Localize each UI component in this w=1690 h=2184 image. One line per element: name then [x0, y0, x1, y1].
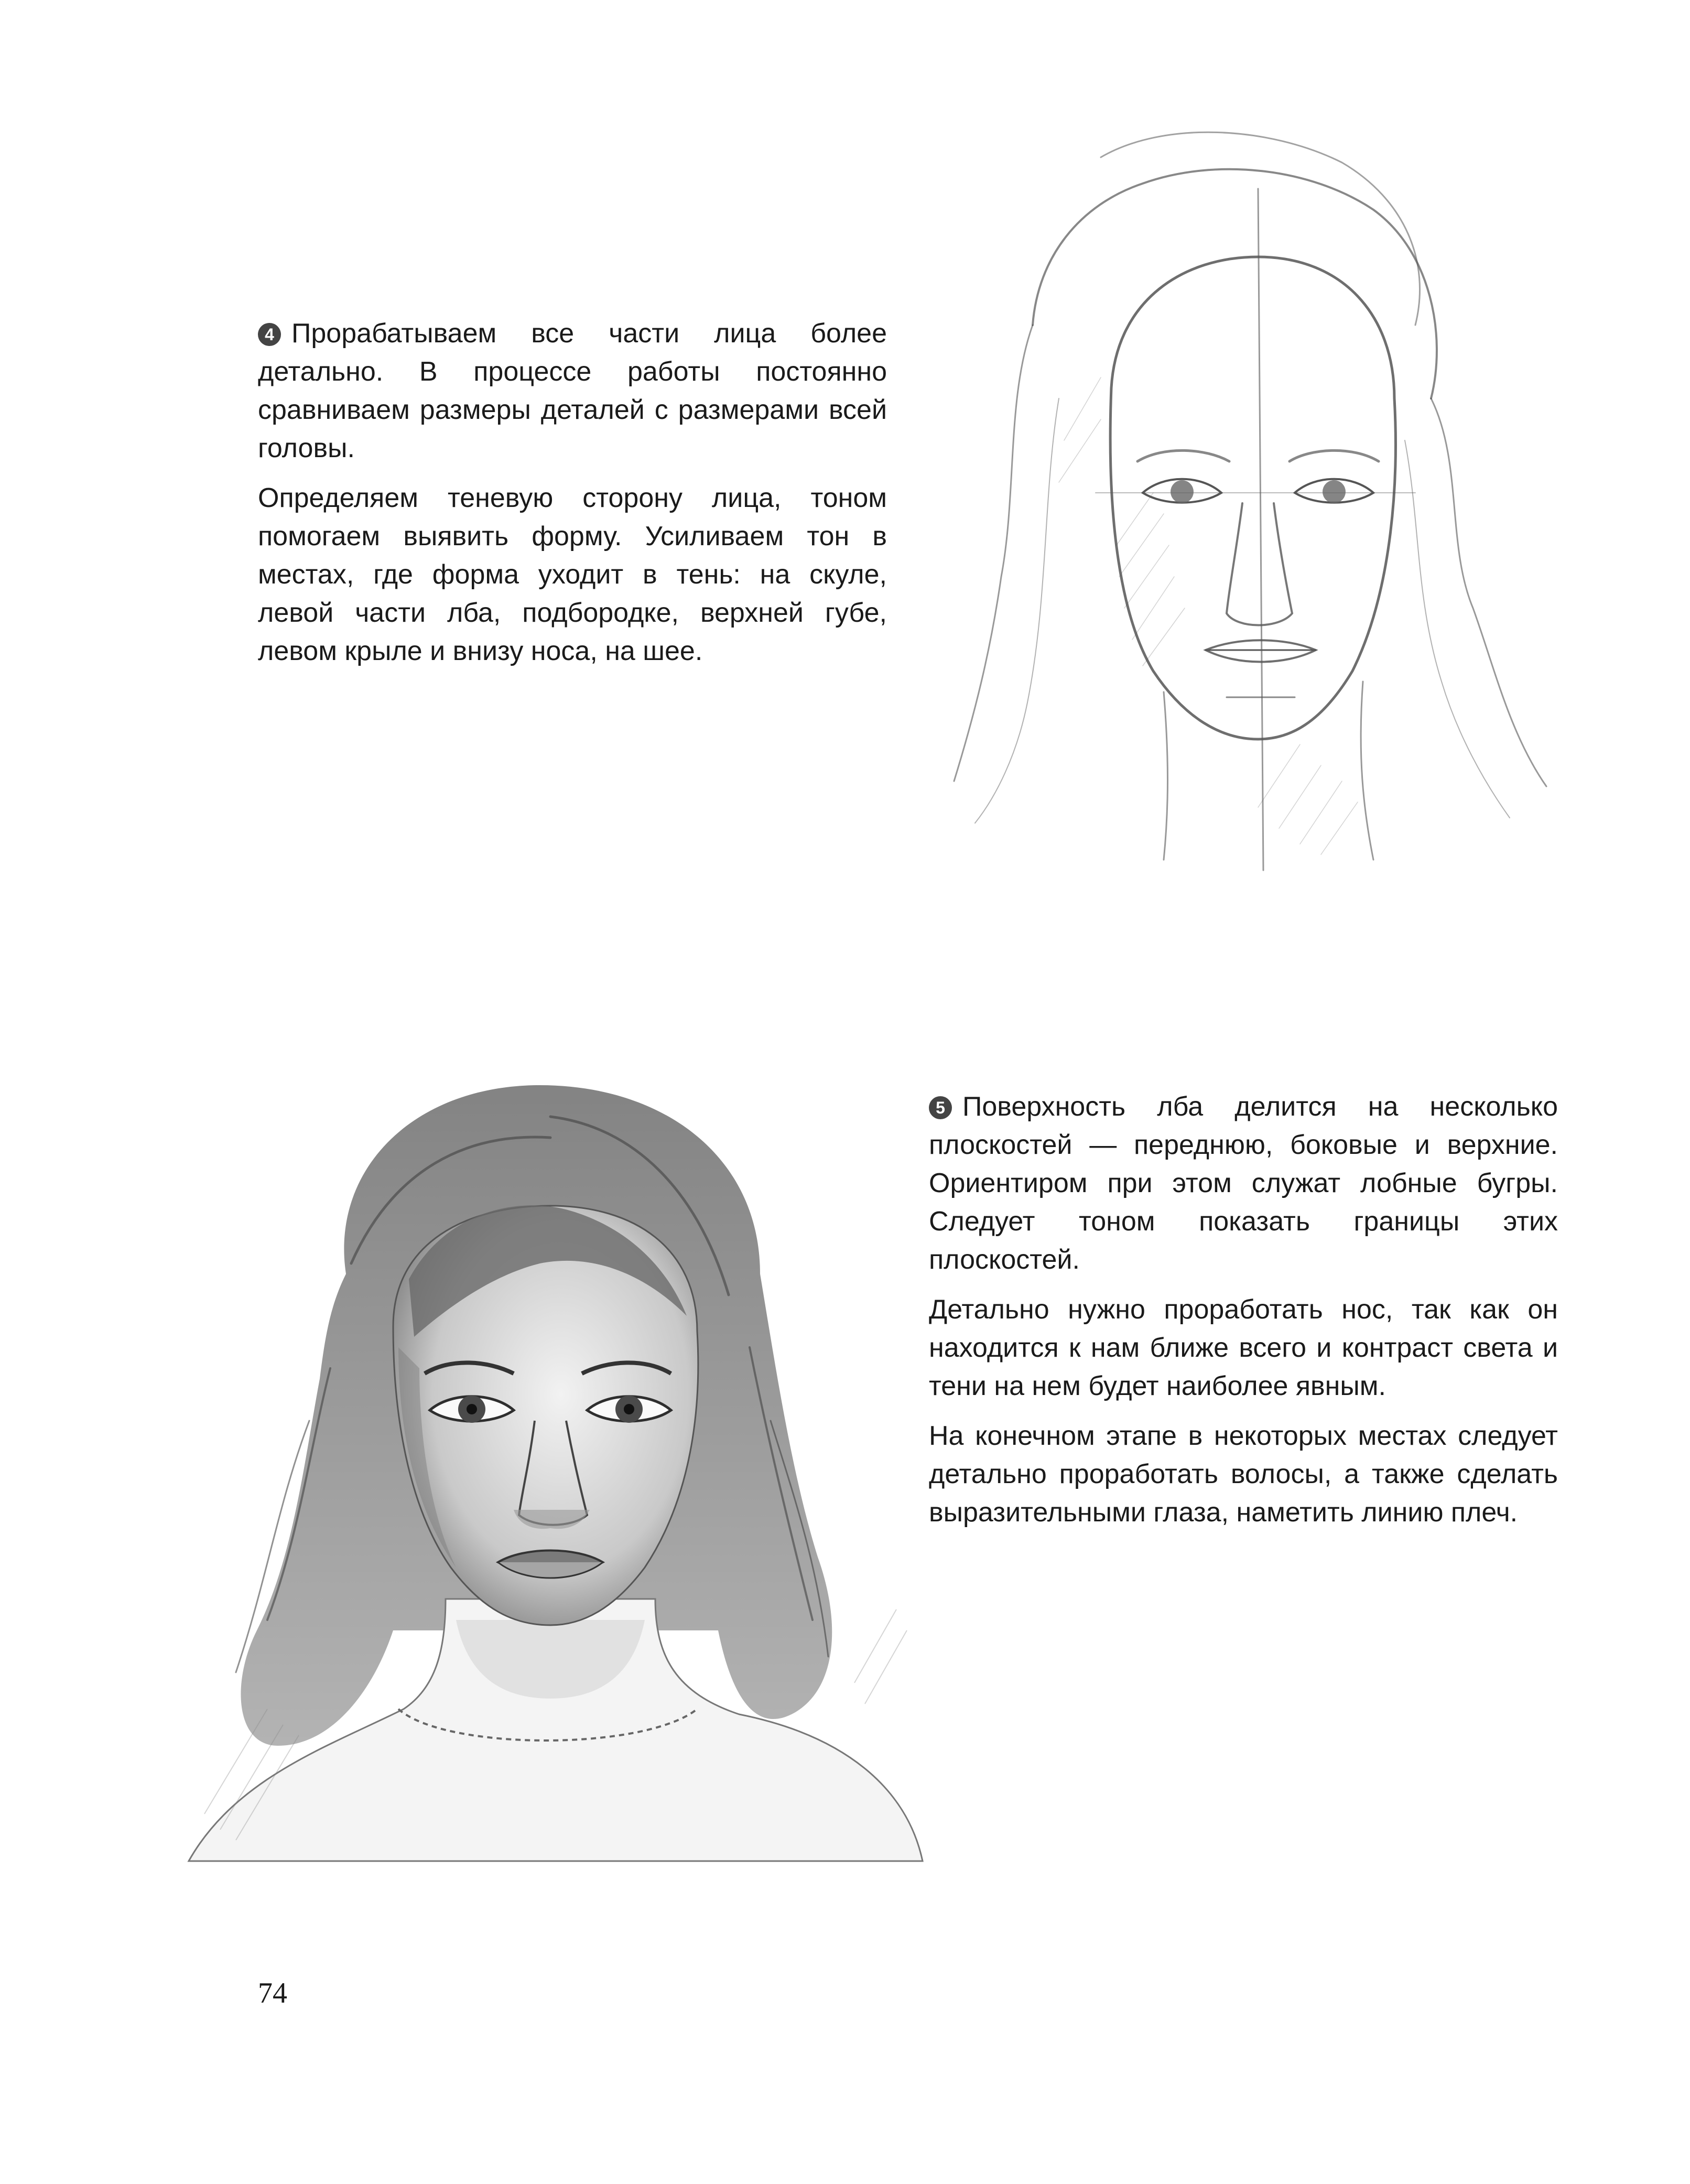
step-4-paragraph-1-text: Прорабатываем все части лица более детально. В процессе работы постоянно сравниваем размеры деталей с размерами всей головы. — [258, 318, 887, 463]
step-4-paragraph-2: Определяем теневую сторону лица, тоном помогаем выявить форму. Усиливаем тон в местах, где форма уходит в тень: на скуле, левой части лба, подбородке, верхней губе, левом крыле и внизу носа, на шее. — [258, 483, 887, 666]
step-5-paragraph-2: Детально нужно проработать нос, так как он находится к нам ближе всего и контраст света и тени на нем будет наиболее явным. — [929, 1294, 1558, 1401]
step-5-text — [929, 1088, 1558, 1543]
face-construction-sketch — [944, 126, 1567, 881]
finished-portrait-sketch — [173, 1054, 933, 1877]
step-4-number-badge: 4 — [258, 323, 281, 346]
page-number: 74 — [258, 1977, 287, 2009]
step-4-paragraph-1 — [258, 315, 887, 468]
step-5-paragraph-1 — [929, 1088, 1558, 1279]
step-4-text — [258, 315, 887, 682]
step-5-number-badge: 5 — [929, 1096, 952, 1119]
step-5-paragraph-1-text: Поверхность лба делится на несколько плоскостей — переднюю, боковые и верхние. Ориентиром при этом служат лобные бугры. Следует тоном показать границы этих плоскостей. — [929, 1091, 1558, 1275]
step-5-paragraph-3: На конечном этапе в некоторых местах следует детально проработать волосы, а также сделать выразительными глаза, наметить линию плеч. — [929, 1421, 1558, 1528]
